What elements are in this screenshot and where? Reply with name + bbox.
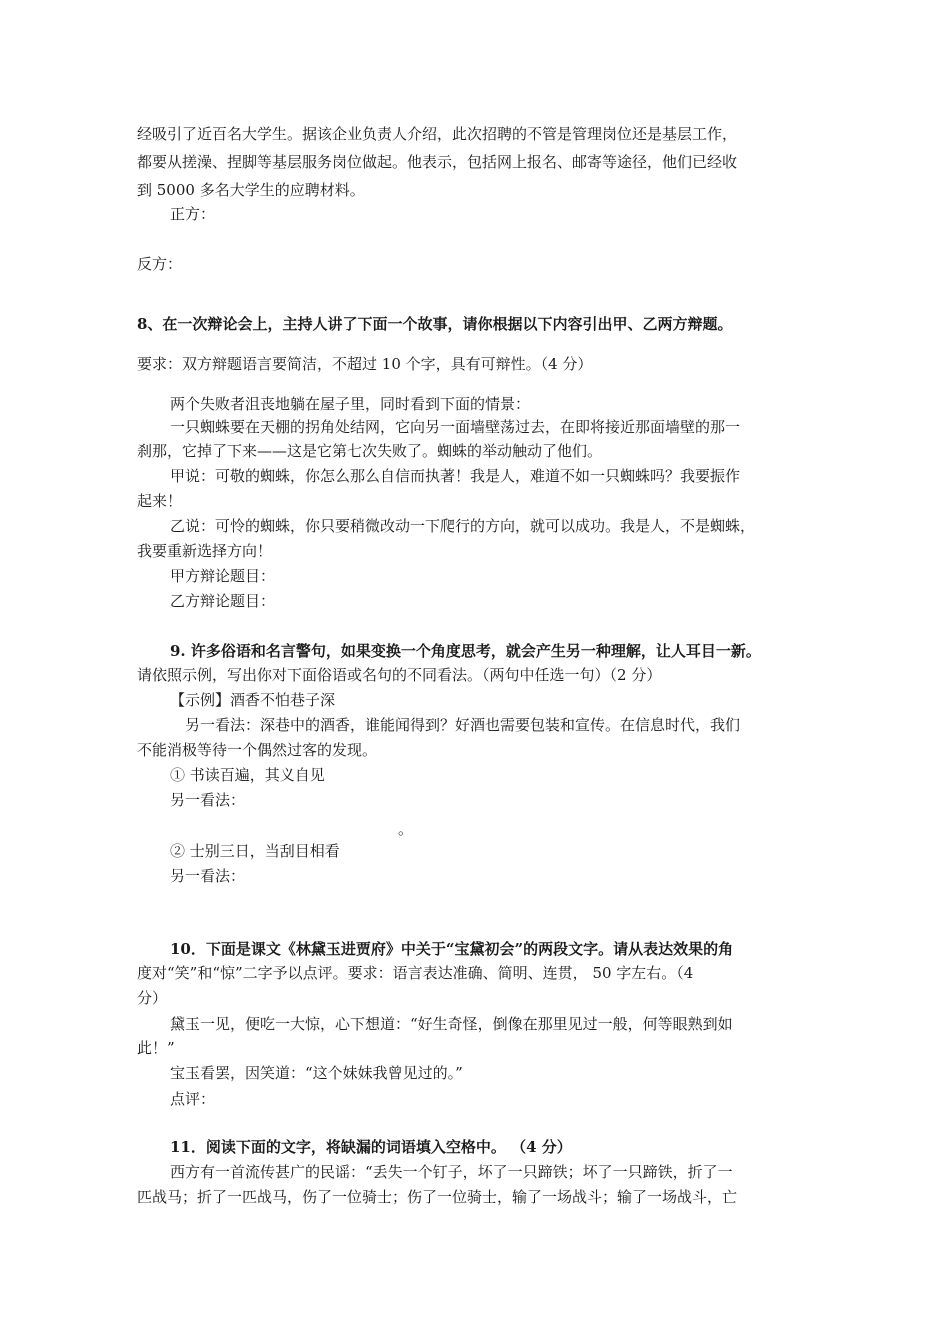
q8-para-3a: 甲说：可敬的蜘蛛，你怎么那么自信而执著！我是人，难道不如一只蜘蛛吗？我要振作 — [170, 467, 741, 485]
q8-title: 8、在一次辩论会上，主持人讲了下面一个故事，请你根据以下内容引出甲、乙两方辩题。 — [137, 315, 733, 333]
q8-para-4a: 乙说：可怜的蜘蛛，你只要稍微改动一下爬行的方向，就可以成功。我是人，不是蜘蛛， — [170, 517, 756, 535]
q9-example-view-a: 另一看法：深巷中的酒香，谁能闻得到？好酒也需要包装和宣传。在信息时代，我们 — [185, 716, 741, 734]
q9-requirement: 请依照示例，写出你对下面俗语或名句的不同看法。（两句中任选一句）（2 分） — [137, 666, 662, 684]
q11-title: 11．阅读下面的文字，将缺漏的词语填入空格中。 （4 分） — [170, 1138, 572, 1156]
q11-para-1a: 西方有一首流传甚广的民谣：“丢失一个钉子，坏了一只蹄铁；坏了一只蹄铁，折了一 — [170, 1163, 733, 1181]
q9-view-2-label: 另一看法： — [170, 867, 246, 885]
q9-item-1: ① 书读百遍，其义自见 — [170, 766, 325, 784]
q10-para-1b: 此！” — [137, 1039, 175, 1057]
q8-para-3b: 起来！ — [137, 492, 183, 510]
q9-title: 9. 许多俗语和名言警句，如果变换一个角度思考，就会产生另一种理解，让人耳目一新。 — [170, 642, 761, 660]
intro-line-1: 经吸引了近百名大学生。据该企业负责人介绍，此次招聘的不管是管理岗位还是基层工作， — [137, 125, 738, 143]
q8-para-1: 两个失败者沮丧地躺在屋子里，同时看到下面的情景： — [170, 395, 531, 413]
q10-para-1a: 黛玉一见，便吃一大惊，心下想道：“好生奇怪，倒像在那里见过一般，何等眼熟到如 — [170, 1015, 733, 1033]
q11-para-1b: 匹战马；折了一匹战马，伤了一位骑士；伤了一位骑士，输了一场战斗；输了一场战斗，亡 — [137, 1188, 738, 1206]
q10-title-b: 度对“笑”和“惊”二字予以点评。要求：语言表达准确、简明、连贯， 50 字左右。（4 — [137, 964, 694, 982]
intro-line-2: 都要从搓澡、捏脚等基层服务岗位做起。他表示，包括网上报名、邮寄等途径，他们已经收 — [137, 153, 738, 171]
q8-para-2b: 刹那，它掉了下来——这是它第七次失败了。蜘蛛的举动触动了他们。 — [137, 442, 603, 460]
q8-yi-label: 乙方辩论题目： — [170, 592, 276, 610]
q8-para-2a: 一只蜘蛛要在天棚的拐角处结网，它向另一面墙壁荡过去，在即将接近那面墙壁的那一 — [170, 418, 741, 436]
q8-jia-label: 甲方辩论题目： — [170, 567, 276, 585]
q8-requirement: 要求：双方辩题语言要简洁，不超过 10 个字，具有可辩性。（4 分） — [137, 355, 593, 373]
q8-para-4b: 我要重新选择方向！ — [137, 542, 273, 560]
q10-title-c: 分） — [137, 989, 168, 1007]
q9-item-2: ② 士别三日，当刮目相看 — [170, 842, 340, 860]
q9-example-view-b: 不能消极等待一个偶然过客的发现。 — [137, 741, 378, 759]
intro-line-3: 到 5000 多名大学生的应聘材料。 — [137, 181, 365, 199]
q9-period: 。 — [398, 820, 414, 838]
q9-example: 【示例】酒香不怕巷子深 — [170, 691, 336, 709]
zhengfang-label: 正方： — [170, 205, 216, 223]
fanfang-label: 反方： — [137, 255, 183, 273]
q10-para-2: 宝玉看罢，因笑道：“这个妹妹我曾见过的。” — [170, 1064, 463, 1082]
q10-comment-label: 点评： — [170, 1090, 216, 1108]
q10-title-a: 10．下面是课文《林黛玉进贾府》中关于“宝黛初会”的两段文字。请从表达效果的角 — [170, 940, 734, 958]
q9-view-1-label: 另一看法： — [170, 791, 246, 809]
